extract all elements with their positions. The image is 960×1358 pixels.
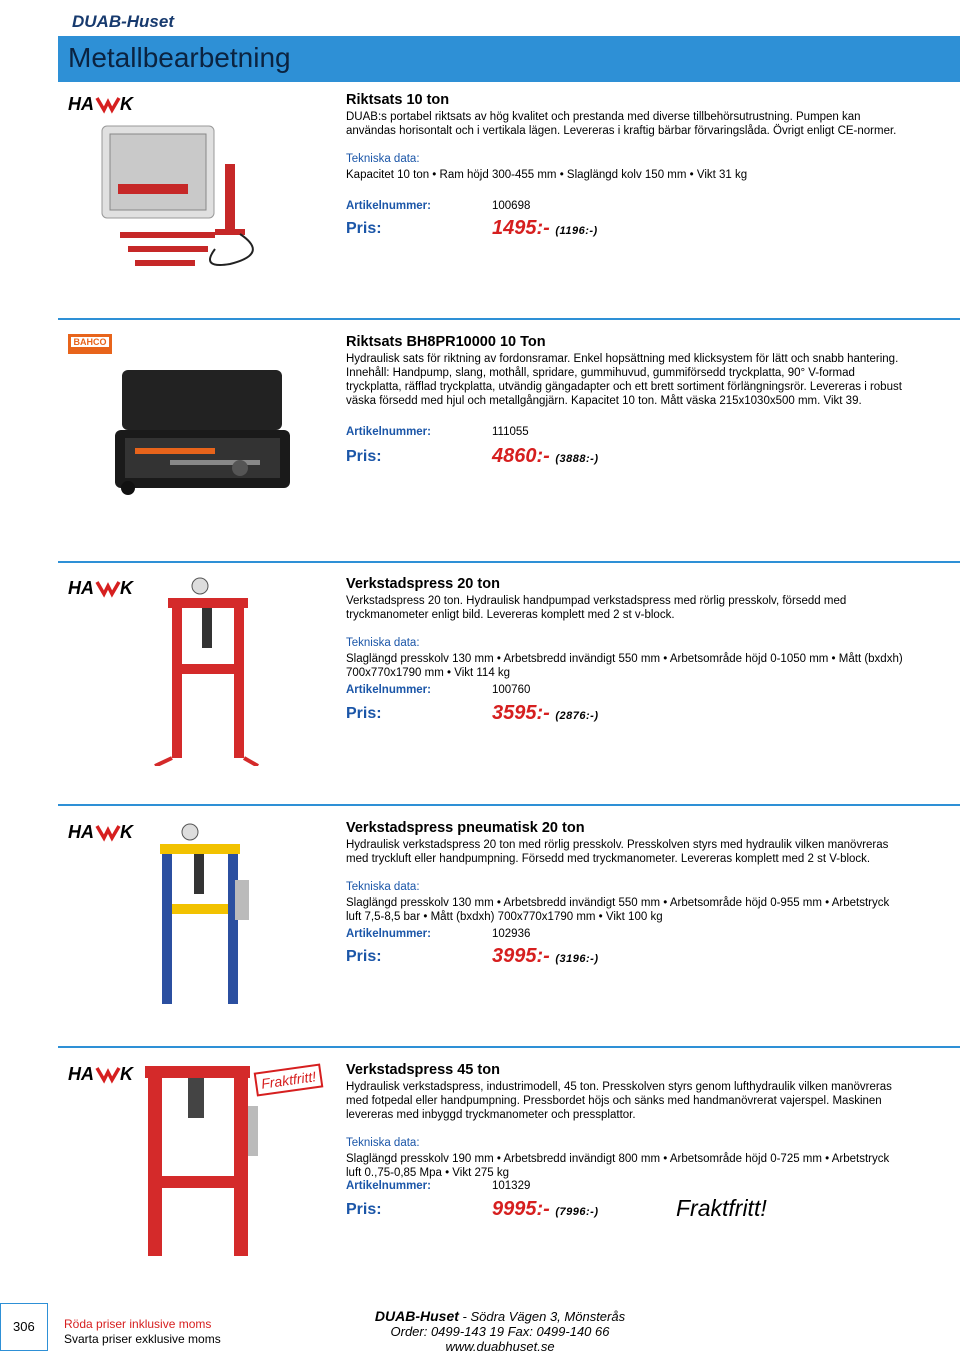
article-number: 100698: [492, 200, 531, 212]
product-description: Verkstadspress 20 ton. Hydraulisk handpumpad verkstadspress med rörlig presskolv, försedd med tryckmanometer enligt bild. Levereras komplett med 2 st v-block.: [346, 595, 847, 621]
price-incl-vat: [492, 1198, 599, 1221]
footer-black-note: Svarta priser exklusive moms: [64, 1332, 221, 1346]
article-number: 101329: [492, 1180, 531, 1192]
svg-text:HA: HA: [68, 1064, 94, 1084]
product-description: Hydraulisk verkstadspress, industrimodell, 45 ton. Presskolven styrs genom lufthydraulik vilken manövreras med fotpedal eller handpumpning. Pressbordet höjs och sänks med handmanövrerat vajerspel. Maskinen levereras med inbyggd tryckmanometer och pressplattor.: [346, 1081, 892, 1121]
svg-text:K: K: [120, 94, 133, 114]
product-info: [346, 576, 906, 724]
price-incl-vat: [492, 445, 599, 468]
price-value: 3995:-: [492, 945, 550, 967]
tech-label: Tekniska data:: [346, 153, 420, 165]
price-value: 9995:-: [492, 1198, 550, 1220]
product-title: Verkstadspress 20 ton: [346, 576, 500, 592]
article-label: Artikelnummer:: [346, 928, 431, 940]
product-description: DUAB:s portabel riktsats av hög kvalitet och prestanda med diverse tillbehörsutrustning. Pumpen kan användas horisontalt och i vertikala lägen. Levereras i kraftig bärbar förvaringslåda. Övrigt enligt CE-normer.: [346, 111, 897, 137]
fraktfritt-label: Fraktfritt!: [676, 1195, 767, 1221]
tech-label: Tekniska data:: [346, 637, 420, 649]
footer-brand: DUAB-Huset: [374, 1308, 459, 1324]
article-label: Artikelnummer:: [346, 200, 431, 212]
price-label: Pris:: [346, 948, 382, 965]
svg-text:HA: HA: [68, 822, 94, 842]
section-divider: [58, 1046, 960, 1048]
section-divider: [58, 561, 960, 563]
page-number: 306: [13, 1319, 35, 1334]
price-label: Pris:: [346, 705, 382, 722]
product-title: Riktsats BH8PR10000 10 Ton: [346, 334, 546, 350]
price-label: Pris:: [346, 220, 382, 237]
tech-data: Kapacitet 10 ton • Ram höjd 300-455 mm • Slaglängd kolv 150 mm • Vikt 31 kg: [346, 169, 748, 181]
footer-contact: [350, 1309, 650, 1354]
product-verkstadspress-20-ton: [0, 576, 960, 796]
footer-web[interactable]: www.duabhuset.se: [445, 1339, 555, 1354]
svg-text:K: K: [120, 1064, 133, 1084]
product-info: [346, 334, 906, 467]
article-label: Artikelnummer:: [346, 426, 431, 438]
product-info: [346, 1062, 906, 1221]
hawk-logo: [68, 820, 138, 844]
header-bar: [58, 36, 960, 82]
bahco-kit-image: [110, 368, 295, 498]
riktsats-product-image: [100, 124, 280, 299]
price-excl-vat: (3888:-): [555, 453, 599, 465]
article-number: 100760: [492, 684, 531, 696]
price-excl-vat: (1196:-): [555, 225, 598, 237]
press-pneumatic-image: [150, 820, 260, 1010]
article-label: Artikelnummer:: [346, 684, 431, 696]
page-number-box: [0, 1303, 48, 1351]
header-brand: DUAB-Huset: [72, 12, 174, 31]
price-value: 3595:-: [492, 702, 550, 724]
section-divider: [58, 318, 960, 320]
price-excl-vat: (2876:-): [555, 710, 599, 722]
product-description: Hydraulisk sats för riktning av fordonsramar. Enkel hopsättning med klicksystem för lätt och snabb hantering. Innehåll: Handpump, slang, mothåll, spridare, gummihuvud, gummiförsedd tryckplatta, 90° V-formad tryckplatta, räfflad tryckplatta, utvändig gängadapter och ett brett sortiment förlängningsrör. Levereras i robust väska försedd med hjul och metallgångjärn. Kapacitet 10 ton. Mått väska 215x1030x500 mm. Vikt 39.: [346, 353, 902, 407]
product-description: Hydraulisk verkstadspress 20 ton med rörlig presskolv. Presskolven styrs med hydraulik vilken manövreras med tryckluft eller handpumpning. Försedd med tryckmanometer. Levereras komplett med 2 st V-block.: [346, 839, 889, 865]
svg-text:BAHCO: BAHCO: [73, 337, 107, 347]
product-info: [346, 92, 906, 239]
tech-data: Slaglängd presskolv 190 mm • Arbetsbredd invändigt 800 mm • Arbetsområde höjd 0-725 mm • Arbetstryck luft 0.,75-0,85 Mpa • Vikt 275 kg: [346, 1153, 890, 1179]
article-number: 102936: [492, 928, 531, 940]
product-riktsats-10-ton: [0, 92, 960, 312]
press-45-ton-image: [140, 1066, 260, 1261]
product-verkstadspress-pneumatisk: [0, 820, 960, 1040]
price-label: Pris:: [346, 448, 382, 465]
product-title: Verkstadspress 45 ton: [346, 1062, 500, 1078]
price-incl-vat: [492, 945, 599, 968]
svg-text:K: K: [120, 822, 133, 842]
svg-text:K: K: [120, 578, 133, 598]
page-title: Metallbearbetning: [68, 42, 291, 73]
svg-text:HA: HA: [68, 578, 94, 598]
product-verkstadspress-45-ton: [0, 1062, 960, 1282]
fraktfritt-badge: Fraktfritt!: [254, 1063, 324, 1096]
section-divider: [58, 804, 960, 806]
svg-text:HA: HA: [68, 94, 94, 114]
product-title: Riktsats 10 ton: [346, 92, 450, 108]
price-value: 4860:-: [492, 445, 550, 467]
product-title: Verkstadspress pneumatisk 20 ton: [346, 820, 585, 836]
price-incl-vat: [492, 217, 598, 240]
product-bahco-riktsats: [0, 334, 960, 554]
price-label: Pris:: [346, 1201, 382, 1218]
price-value: 1495:-: [492, 217, 550, 239]
price-incl-vat: [492, 702, 599, 725]
article-number: 111055: [492, 426, 529, 438]
hawk-logo: [68, 576, 138, 600]
hawk-logo: [68, 92, 138, 116]
article-label: Artikelnummer:: [346, 1180, 431, 1192]
tech-data: Slaglängd presskolv 130 mm • Arbetsbredd invändigt 550 mm • Arbetsområde höjd 0-1050 mm • Mått (bxdxh) 700x770x1790 mm • Vikt 114 kg: [346, 653, 903, 679]
footer-address: - Södra Vägen 3, Mönsterås: [458, 1309, 626, 1324]
bahco-logo: [68, 334, 112, 354]
footer-order: Order: 0499-143 19 Fax: 0499-140 66: [390, 1324, 610, 1339]
tech-data: Slaglängd presskolv 130 mm • Arbetsbredd invändigt 550 mm • Arbetsområde höjd 0-955 mm • Arbetstryck luft 7,5-8,5 bar • Mått (bxdxh) 700x770x1790 mm • Vikt 100 kg: [346, 897, 890, 923]
press-20-ton-image: [150, 576, 260, 766]
price-excl-vat: (7996:-): [555, 1206, 599, 1218]
footer-red-note: Röda priser inklusive moms: [64, 1317, 212, 1331]
tech-label: Tekniska data:: [346, 881, 420, 893]
hawk-logo: [68, 1062, 138, 1086]
price-excl-vat: (3196:-): [555, 953, 599, 965]
product-info: [346, 820, 906, 967]
tech-label: Tekniska data:: [346, 1137, 420, 1149]
